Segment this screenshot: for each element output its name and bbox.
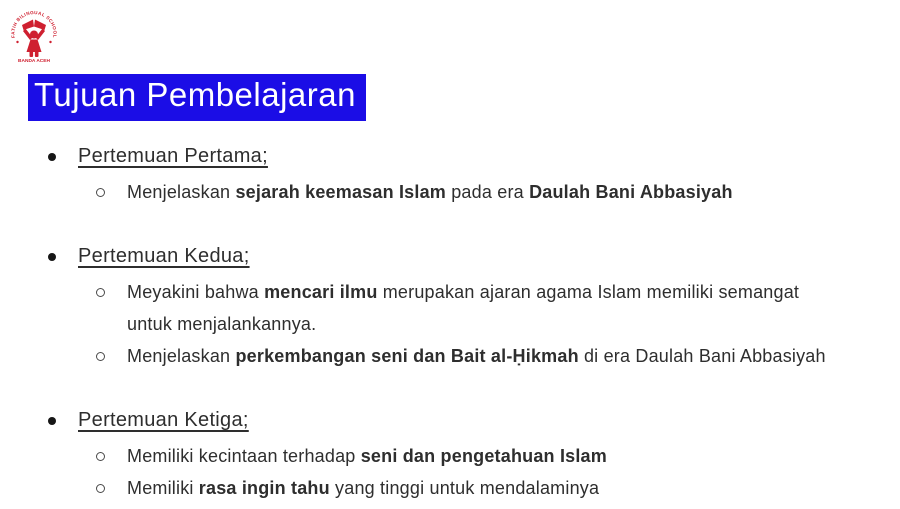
- text-segment: Menjelaskan: [127, 182, 236, 202]
- text-segment: rasa ingin tahu: [198, 478, 330, 498]
- content-list: [0, 140, 900, 509]
- text-segment: seni dan pengetahuan Islam: [360, 446, 607, 466]
- section-heading: Pertemuan Kedua;: [78, 245, 250, 267]
- list-item-text: [127, 276, 799, 308]
- list-item-text: [127, 176, 733, 208]
- school-logo-icon: [8, 4, 60, 64]
- text-segment: pada era: [446, 182, 530, 202]
- list-item-line: [0, 276, 900, 308]
- sub-bullet-marker: [96, 276, 127, 297]
- text-segment: perkembangan seni dan Bait al-Ḥikmah: [235, 346, 579, 366]
- hollow-bullet-icon: [96, 484, 105, 493]
- list-item-text: [127, 440, 607, 472]
- sub-bullet-marker: [96, 472, 127, 493]
- section-heading-row: [0, 140, 900, 172]
- text-segment: Memiliki kecintaan terhadap: [127, 446, 361, 466]
- text-segment: Daulah Bani Abbasiyah: [529, 182, 733, 202]
- text-segment: yang tinggi untuk mendalaminya: [329, 478, 600, 498]
- list-item-text: [127, 308, 316, 340]
- text-segment: Memiliki: [127, 478, 199, 498]
- section-3: [0, 404, 900, 504]
- logo-arc-text: FATIH BILINGUAL SCHOOL: [10, 10, 58, 39]
- bullet-marker: [48, 240, 78, 261]
- hollow-bullet-icon: [96, 188, 105, 197]
- text-segment: di era Daulah Bani Abbasiyah: [578, 346, 826, 366]
- section-heading-row: [0, 240, 900, 272]
- section-heading: Pertemuan Pertama;: [78, 145, 268, 167]
- hollow-bullet-icon: [96, 452, 105, 461]
- list-item-line: [0, 308, 900, 340]
- list-item-line: [0, 340, 900, 372]
- section-1: [0, 140, 900, 208]
- hollow-bullet-icon: [96, 352, 105, 361]
- sub-bullet-marker: [96, 340, 127, 361]
- bullet-marker: [48, 140, 78, 161]
- text-segment: untuk menjalankannya.: [127, 314, 317, 334]
- page-title: Tujuan Pembelajaran: [28, 74, 366, 121]
- filled-bullet-icon: [48, 253, 56, 261]
- text-segment: sejarah keemasan Islam: [235, 182, 447, 202]
- text-segment: merupakan ajaran agama Islam memiliki semangat: [377, 282, 800, 302]
- bullet-marker: [48, 404, 78, 425]
- open-book-icon: [22, 20, 46, 31]
- filled-bullet-icon: [48, 417, 56, 425]
- sub-bullet-marker: [96, 440, 127, 461]
- sub-bullet-marker: [96, 176, 127, 197]
- text-segment: Menjelaskan: [127, 346, 236, 366]
- logo-bottom-text: BANDA ACEH: [18, 59, 50, 64]
- filled-bullet-icon: [48, 153, 56, 161]
- list-item-line: [0, 440, 900, 472]
- section-2: [0, 240, 900, 372]
- text-segment: mencari ilmu: [264, 282, 378, 302]
- title-block: [28, 74, 366, 121]
- logo-side-dot-right: [49, 41, 51, 43]
- list-item-line: [0, 176, 900, 208]
- text-segment: Meyakini bahwa: [127, 282, 265, 302]
- person-icon: [23, 29, 45, 58]
- section-heading: Pertemuan Ketiga;: [78, 409, 249, 431]
- section-heading-row: [0, 404, 900, 436]
- list-item-line: [0, 472, 900, 504]
- list-item-text: [127, 340, 826, 372]
- hollow-bullet-icon: [96, 288, 105, 297]
- list-item-text: [127, 472, 599, 504]
- logo-side-dot-left: [16, 41, 18, 43]
